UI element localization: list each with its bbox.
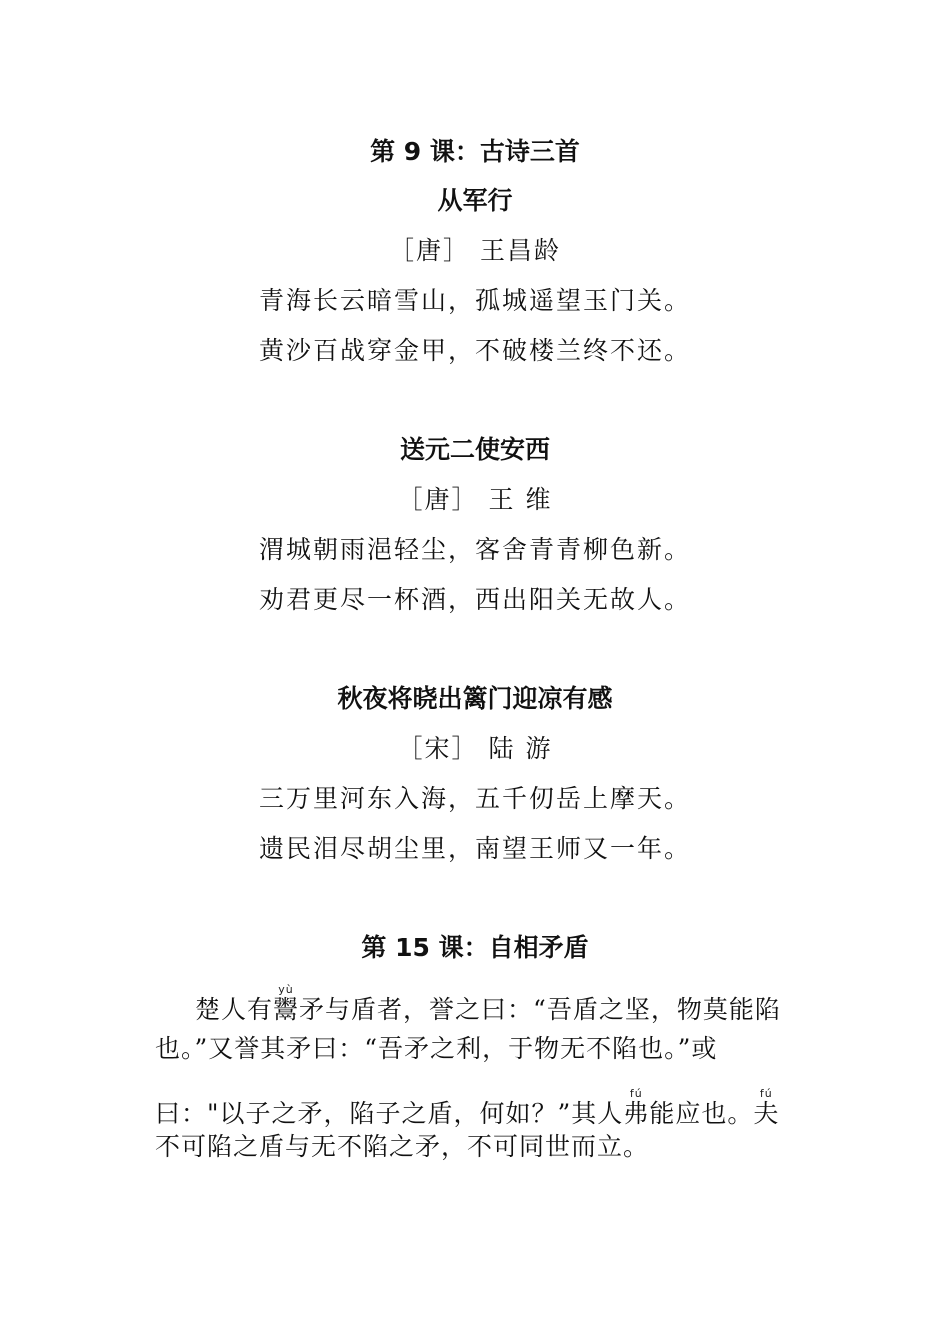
poem-2-title: 送元二使安西 xyxy=(399,435,550,464)
poem-2-author: ［唐］ 王 维 xyxy=(397,485,553,514)
poem-3-author: ［宋］ 陆 游 xyxy=(397,734,553,763)
poem-1-author: ［唐］ 王昌龄 xyxy=(389,236,561,265)
text-segment: 曰："以子之矛，陷子之盾，何如？”其人 xyxy=(155,1099,624,1128)
text-line-1 xyxy=(195,984,781,1027)
text-line-2: 也。”又誉其矛曰：“吾矛之利，于物无不陷也。”或 xyxy=(155,1034,718,1063)
text-line-3 xyxy=(155,1088,779,1131)
pinyin-annotated-char: 夫fú xyxy=(753,1087,780,1128)
poem-1-line-2: 黄沙百战穿金甲，不破楼兰终不还。 xyxy=(258,336,691,365)
lesson-15-text xyxy=(155,970,797,1170)
text-line-4: 不可陷之盾与无不陷之矛，不可同世而立。 xyxy=(155,1132,650,1161)
poem-3-line-2: 遗民泪尽胡尘里，南望王师又一年。 xyxy=(258,834,691,863)
pinyin-annotated-char: 弗fú xyxy=(623,1087,650,1128)
poem-1-title: 从军行 xyxy=(437,186,513,215)
text-segment: 楚人有 xyxy=(195,995,274,1024)
text-segment: 矛与盾者，誉之曰：“吾盾之坚，物莫能陷 xyxy=(299,995,781,1024)
lesson-15-title: 第 15 课：自相矛盾 xyxy=(361,933,589,962)
text-segment: 能应也。 xyxy=(649,1099,754,1128)
lesson-9-title: 第 9 课：古诗三首 xyxy=(370,137,580,166)
poem-1-line-1: 青海长云暗雪山，孤城遥望玉门关。 xyxy=(258,286,691,315)
pinyin-annotated-char: 鬻yù xyxy=(273,983,300,1024)
poem-2-line-1: 渭城朝雨浥轻尘，客舍青青柳色新。 xyxy=(258,535,691,564)
poem-3-line-1: 三万里河东入海，五千仞岳上摩天。 xyxy=(258,784,691,813)
poem-3-title: 秋夜将晓出篱门迎凉有感 xyxy=(337,684,613,713)
poem-2-line-2: 劝君更尽一杯酒，西出阳关无故人。 xyxy=(258,585,691,614)
